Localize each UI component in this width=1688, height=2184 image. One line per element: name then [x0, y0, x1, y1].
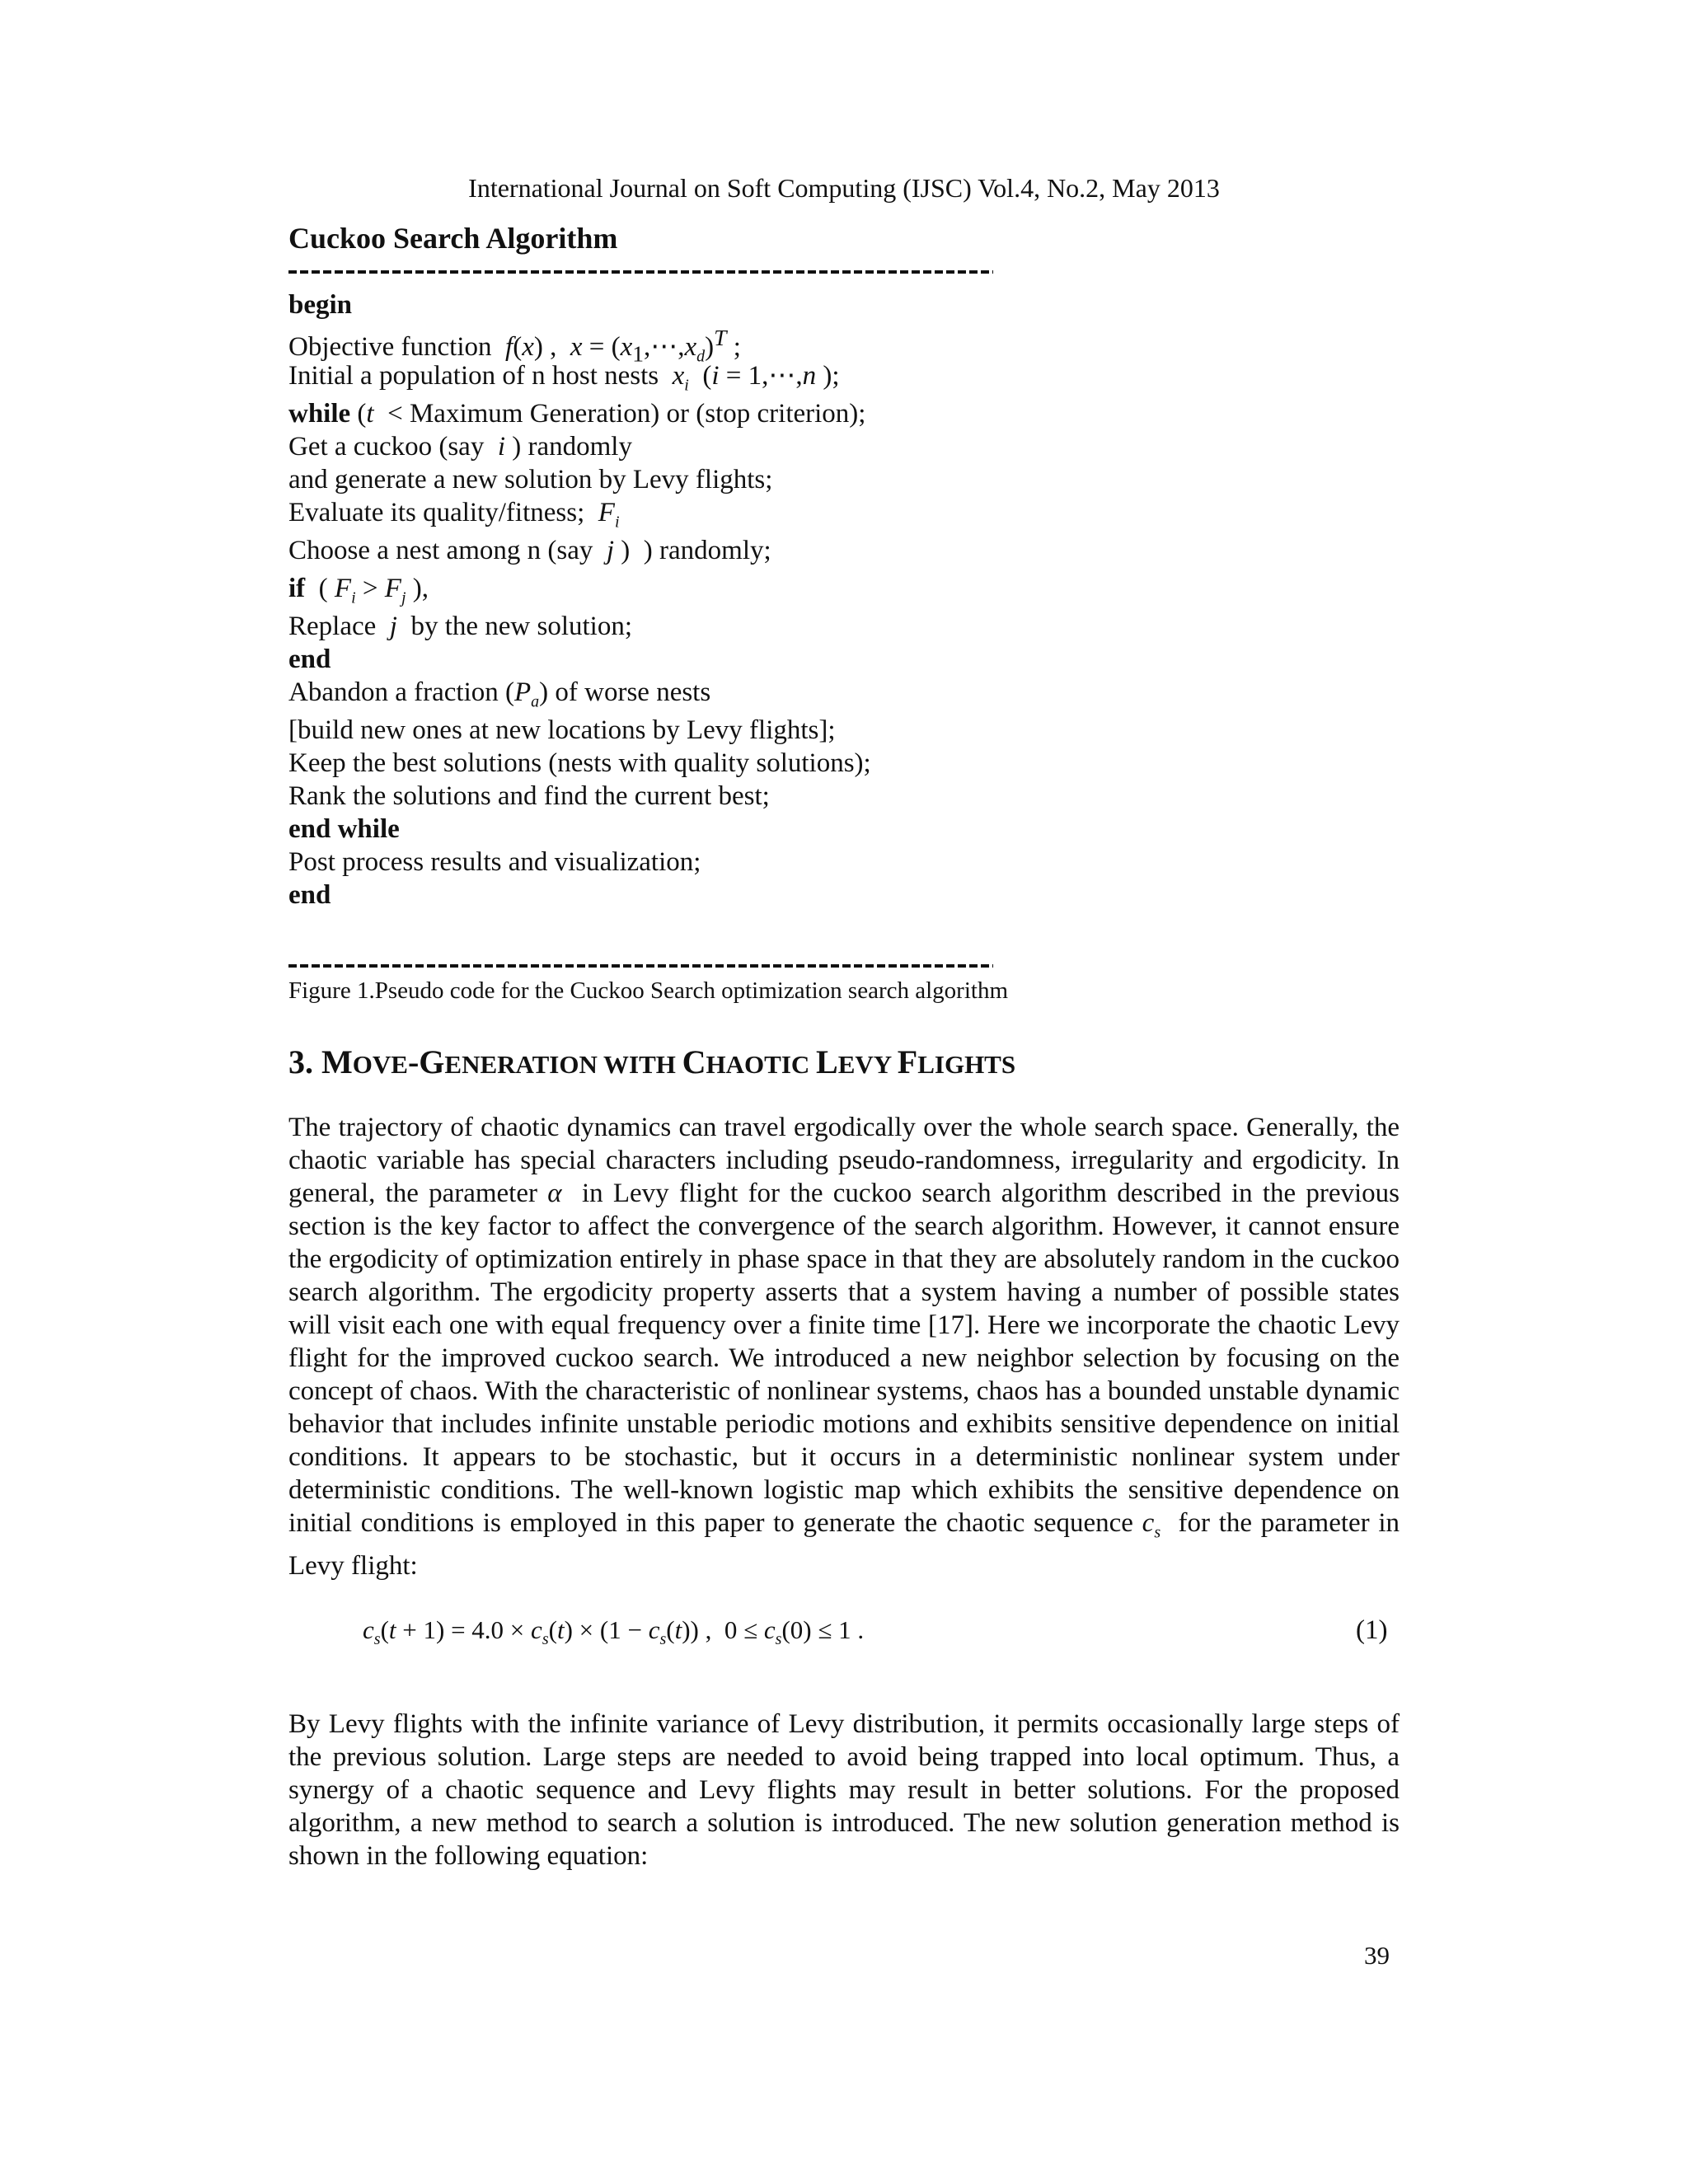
alpha-symbol: α — [547, 1179, 562, 1208]
line-abandon: Abandon a fraction $(P_a)$ of worse nests — [288, 677, 711, 711]
kw-end-final: end — [288, 880, 331, 910]
line-initial: Initial a population of n host nests $x_i$ (i = 1,⋯,n ); — [288, 361, 840, 395]
page-number: 39 — [1364, 1941, 1390, 1970]
line-keep: Keep the best solutions (nests with quality solutions); — [288, 748, 871, 778]
line-replace: Replace j by the new solution; — [288, 612, 633, 641]
line-post: Post process results and visualization; — [288, 847, 701, 877]
kw-end-while: end while — [288, 814, 400, 844]
equation-number: (1) — [1356, 1615, 1388, 1645]
pseudo-code — [288, 288, 1360, 912]
divider-top — [288, 270, 993, 274]
line-choose: Choose a nest among n (say j ) ) randomly; — [288, 536, 771, 565]
line-generate: and generate a new solution by Levy flights; — [288, 465, 773, 494]
equation-logistic-map: $c_s(t + 1) = 4.0 \times c_s(t) \times (1 - c_s(t))$ , $0 \le c_s(0) \le 1$ . — [363, 1615, 865, 1649]
kw-begin: begin — [288, 290, 353, 320]
running-header: International Journal on Soft Computing (IJSC) Vol.4, No.2, May 2013 — [468, 173, 1220, 203]
line-build: [build new ones at new locations by Levy flights]; — [288, 715, 836, 745]
cs-symbol: $c_s$ — [1142, 1508, 1161, 1542]
figure-caption: Figure 1.Pseudo code for the Cuckoo Search optimization search algorithm — [288, 977, 1009, 1004]
section-heading: 3. MOVE-GENERATION WITH CHAOTIC LEVY FLIGHTS — [288, 1043, 1016, 1080]
line-if: if ( $F_i > F_j$ ), — [288, 574, 429, 607]
line-objective: Objective function f(x) , $x = (x_1,\cdots,x_d)^T$ ; — [288, 325, 741, 367]
line-while: while (t < Maximum Generation) or (stop criterion); — [288, 399, 866, 429]
line-evaluate: Evaluate its quality/fitness; $F_i$ — [288, 498, 620, 532]
algorithm-title: Cuckoo Search Algorithm — [288, 222, 618, 255]
divider-bottom — [288, 964, 993, 968]
line-rank: Rank the solutions and find the current best; — [288, 781, 770, 811]
kw-end: end — [288, 644, 331, 674]
body-paragraph-1: The trajectory of chaotic dynamics can travel ergodically over the whole search space. Generally, the chaotic variable has special characters including pseudo-randomness, irregularity and ergodicity. In general, the parameter α in Levy flight for the cuckoo search algorithm described in the previous section is the key factor to affect the convergence of the search algorithm. However, it cannot ensure the ergodicity of optimization entirely in phase space in that they are absolutely random in the cuckoo search algorithm. The ergodicity property asserts that a system having a number of possible states will visit each one with equal frequency over a finite time [17]. Here we incorporate the chaotic Levy flight for the improved cuckoo search. We introduced a new neighbor selection by focusing on the concept of chaos. With the characteristic of nonlinear systems, chaos has a bounded unstable dynamic behavior that includes infinite unstable periodic motions and exhibits sensitive dependence on initial conditions. It appears to be stochastic, but it occurs in a deterministic nonlinear system under deterministic conditions. The well-known logistic map which exhibits the sensitive dependence on initial conditions is employed in this paper to generate the chaotic sequence $c_s$ for the parameter in Levy flight: — [288, 1113, 1400, 1581]
line-get-cuckoo: Get a cuckoo (say i ) randomly — [288, 432, 632, 462]
body-paragraph-2: By Levy flights with the infinite variance of Levy distribution, it permits occasionally large steps of the previous solution. Large steps are needed to avoid being trapped into local optimum. Thus, a synergy of a chaotic sequence and Levy flights may result in better solutions. For the proposed algorithm, a new method to search a solution is introduced. The new solution generation method is shown in the following equation: — [288, 1709, 1400, 1871]
